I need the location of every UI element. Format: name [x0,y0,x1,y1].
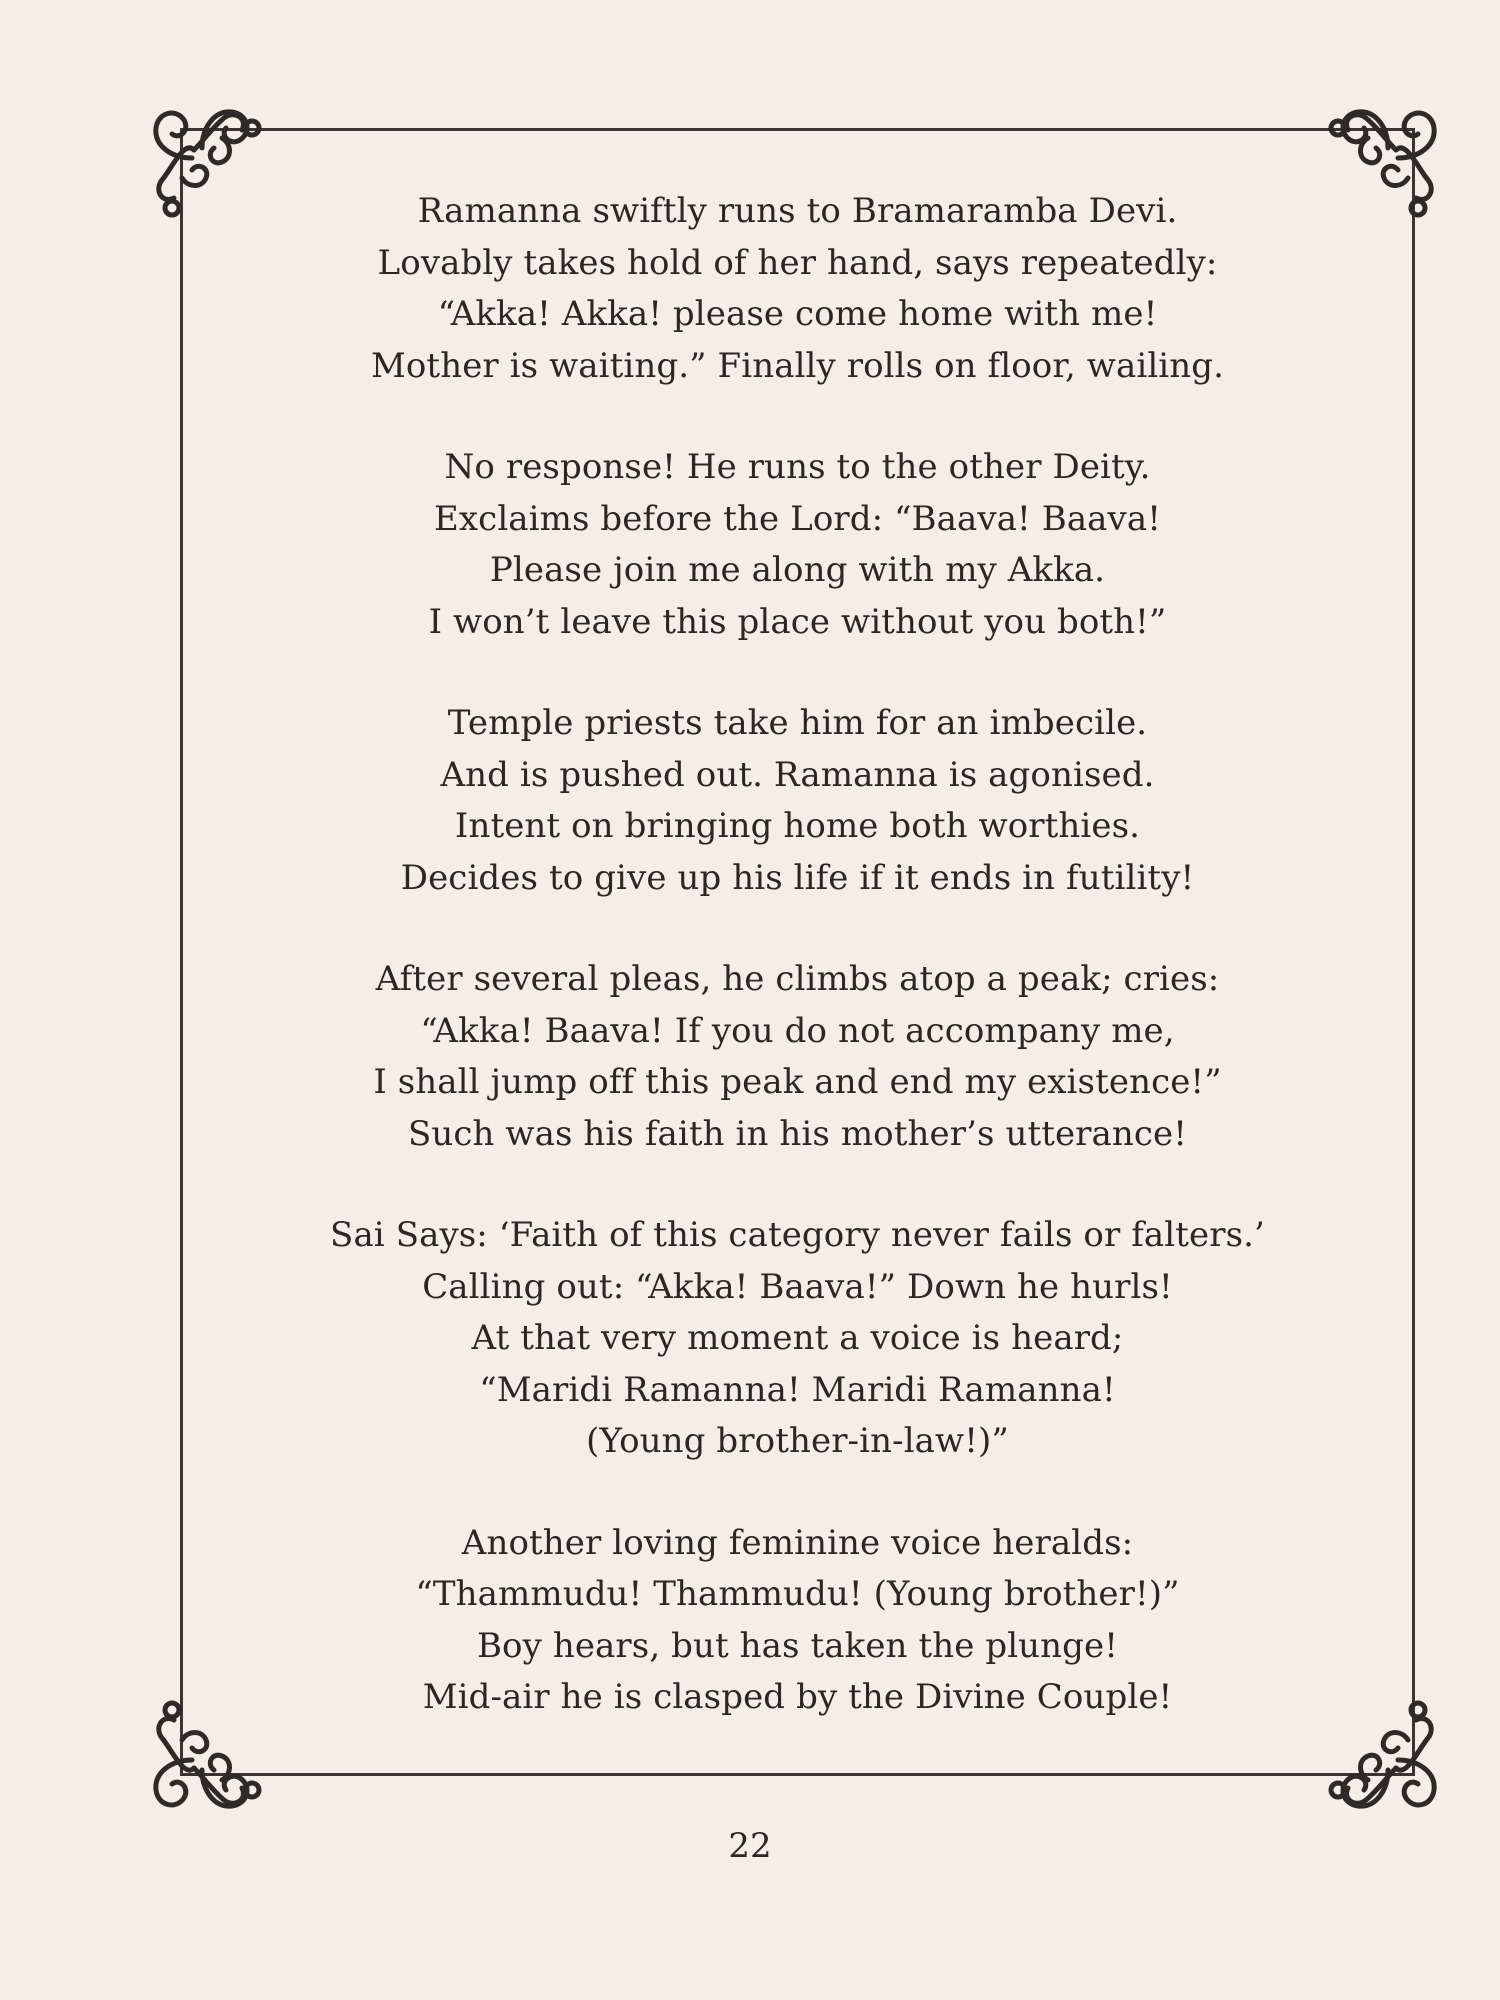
page-number: 22 [728,1826,772,1866]
poem-line: And is pushed out. Ramanna is agonised. [440,754,1155,795]
poem-line: Such was his faith in his mother’s utterance! [407,1113,1188,1154]
poem-line: (Young brother-in-law!)” [586,1421,1009,1461]
poem-line: Calling out: “Akka! Baava!” Down he hurls! [422,1266,1173,1307]
stanza-3 [230,698,1365,904]
poem-line: I shall jump off this peak and end my existence!” [373,1062,1222,1102]
poem-line: At that very moment a voice is heard; [471,1318,1124,1358]
poem-line: Lovably takes hold of her hand, says repeatedly: [377,242,1218,283]
stanza-2 [230,442,1365,648]
stanza-1 [230,186,1365,392]
poem-line: “Akka! Akka! please come home with me! [437,294,1158,334]
poem-line: “Maridi Ramanna! Maridi Ramanna! [479,1369,1116,1410]
poem-line: Exclaims before the Lord: “Baava! Baava! [433,498,1161,539]
poem-line: Boy hears, but has taken the plunge! [476,1625,1119,1666]
poem-line: No response! He runs to the other Deity. [444,447,1151,487]
poem-body [230,186,1365,1774]
stanza-6 [230,1518,1365,1724]
poem-line: “Akka! Baava! If you do not accompany me, [420,1010,1175,1051]
poem-line: Another loving feminine voice heralds: [461,1522,1134,1563]
poem-line: “Thammudu! Thammudu! (Young brother!)” [415,1574,1180,1614]
poem-line: I won’t leave this place without you both!” [428,601,1167,642]
stanza-4 [230,954,1365,1160]
poem-line: Temple priests take him for an imbecile. [447,703,1148,743]
poem-line: Intent on bringing home both worthies. [454,806,1141,846]
poem-line: Mid-air he is clasped by the Divine Couple! [422,1677,1173,1717]
poem-line: Mother is waiting.” Finally rolls on floor, wailing. [370,345,1225,386]
stanza-5 [230,1210,1365,1468]
poem-line: Please join me along with my Akka. [489,550,1106,590]
poem-line: After several pleas, he climbs atop a peak; cries: [375,959,1220,999]
poem-line: Sai Says: ‘Faith of this category never fails or falters.’ [330,1215,1265,1255]
poem-line: Ramanna swiftly runs to Bramaramba Devi. [417,191,1178,231]
poem-line: Decides to give up his life if it ends in futility! [400,857,1195,898]
